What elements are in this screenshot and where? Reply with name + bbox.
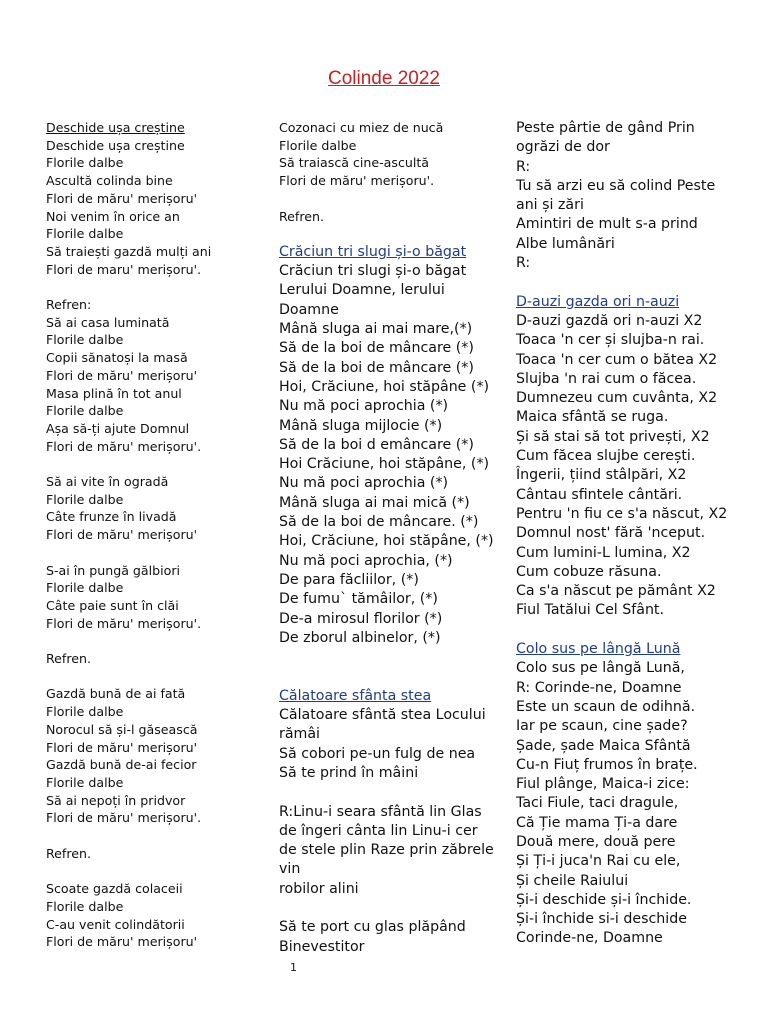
- lyric-line: Că Ție mama Ți-a dare: [516, 814, 678, 831]
- column-left: [46, 119, 261, 951]
- lyric-line: Hoi, Crăciune, hoi stăpâne, (*): [279, 533, 494, 550]
- blank-line: [279, 190, 494, 208]
- lyric-line: Mână sluga ai mai mare,(*): [279, 321, 473, 338]
- lyric-line: Refren.: [279, 208, 325, 224]
- lyric-line: Gazdă bună de-ai fecior: [46, 757, 197, 773]
- lyric-line: Albe lumânări: [516, 235, 615, 252]
- lyric-line: Șade, șade Maica Sfântă: [516, 737, 691, 754]
- lyric-line: Ca s'a născut pe pământ X2: [516, 583, 716, 600]
- blank-line: [46, 632, 261, 650]
- lyric-line: Cum făcea slujbe cerești.: [516, 448, 696, 465]
- lyric-line: De-a mirosul florilor (*): [279, 610, 443, 627]
- lyric-line: robilor alini: [279, 880, 359, 897]
- lyric-line: Fiul plânge, Maica-i zice:: [516, 776, 690, 793]
- lyric-line: Florile dalbe: [46, 491, 124, 507]
- lyric-line: Ascultă colinda bine: [46, 173, 173, 189]
- lyric-line: Doamne: [279, 301, 339, 318]
- lyric-line: Binevestitor: [279, 938, 365, 955]
- lyric-line: Nu mă poci aprochia (*): [279, 398, 449, 415]
- lyric-line: Flori de măru' merișoru'.: [279, 173, 435, 189]
- lyric-line: Să traiască cine-ascultă: [279, 155, 430, 171]
- lyric-line: De zborul albinelor, (*): [279, 629, 441, 646]
- lyric-line: Călatoare sfântă stea Locului: [279, 707, 486, 724]
- lyric-line: D-auzi gazdă ori n-auzi X2: [516, 312, 703, 329]
- lyric-line: Cozonaci cu miez de nucă: [279, 120, 444, 135]
- lyric-line: Să de la boi d emâncare (*): [279, 436, 474, 453]
- lyric-line: Și să stai să tot privești, X2: [516, 428, 710, 445]
- lyric-line: Colo sus pe lângă Lună,: [516, 660, 685, 677]
- lyric-line: Toaca 'n cer și slujba-n rai.: [516, 332, 705, 349]
- lyric-line: Noi venim în orice an: [46, 208, 180, 224]
- lyric-line: Cântau sfintele cântări.: [516, 486, 683, 503]
- lyric-line: Flori de măru' merișoru': [46, 190, 198, 206]
- lyric-line: Să ai nepoți în pridvor: [46, 792, 186, 808]
- lyric-line: Câte paie sunt în clăi: [46, 597, 179, 613]
- page-number: 1: [290, 961, 297, 974]
- lyric-line: Să cobori pe-un fulg de nea: [279, 745, 476, 762]
- blank-line: [279, 225, 494, 243]
- lyric-line: Flori de măru' merișoru'.: [46, 810, 202, 826]
- lyric-line: Și-i închide si-i deschide: [516, 911, 687, 928]
- column-middle: [279, 119, 494, 957]
- lyric-line: Hoi, Crăciune, hoi stăpâne (*): [279, 378, 490, 395]
- lyric-line: Să de la boi de mâncare (*): [279, 359, 474, 376]
- song-heading: Crăciun tri slugi și-o băgat: [279, 243, 467, 260]
- lyric-line: Refren.: [46, 845, 92, 861]
- lyric-line: Să traiești gazdă mulți ani: [46, 243, 212, 259]
- blank-line: [279, 783, 494, 802]
- lyric-line: Refren.: [46, 651, 92, 667]
- lyric-line: Flori de măru' merișoru': [46, 527, 198, 543]
- lyric-line: Nu mă poci aprochia, (*): [279, 552, 453, 569]
- lyric-line: Mână sluga mijlocie (*): [279, 417, 443, 434]
- lyric-line: Toaca 'n cer cum o bătea X2: [516, 351, 718, 368]
- lyric-line: R:: [516, 255, 531, 272]
- lyric-line: Norocul să și-l găsească: [46, 721, 198, 737]
- lyric-line: Crăciun tri slugi și-o băgat: [279, 263, 467, 280]
- lyric-line: de stele plin Raze prin zăbrele: [279, 842, 494, 859]
- lyric-line: Flori de măru' merișoru': [46, 739, 198, 755]
- blank-line: [279, 899, 494, 918]
- lyric-line: Scoate gazdă colaceii: [46, 881, 183, 897]
- lyric-line: Fiul Tatălui Cel Sfânt.: [516, 602, 665, 619]
- blank-line: [46, 827, 261, 845]
- lyric-line: Masa plină în tot anul: [46, 385, 182, 401]
- lyric-line: Pentru 'n fiu ce s'a născut, X2: [516, 505, 728, 522]
- lyric-line: Și cheile Raiului: [516, 872, 629, 889]
- blank-line: [516, 273, 751, 292]
- lyric-line: vin: [279, 861, 301, 878]
- lyric-line: Îngerii, țiind stâlpări, X2: [516, 467, 687, 484]
- lyric-line: Florile dalbe: [46, 332, 124, 348]
- lyric-line: Este un scaun de odihnă.: [516, 698, 696, 715]
- lyric-line: Așa să-ți ajute Domnul: [46, 420, 190, 436]
- lyric-line: rămâi: [279, 726, 320, 743]
- blank-line: [279, 648, 494, 667]
- lyric-line: Gazdă bună de ai fată: [46, 686, 186, 702]
- lyric-line: De fumu` tămâilor, (*): [279, 591, 438, 608]
- lyric-line: R: Corinde-ne, Doamne: [516, 679, 682, 696]
- lyric-line: Flori de măru' merișoru'.: [46, 438, 202, 454]
- lyric-line: Flori de măru' merișoru': [46, 934, 198, 950]
- lyric-line: Și-i deschide și-i închide.: [516, 891, 692, 908]
- lyric-line: Florile dalbe: [279, 137, 357, 153]
- lyric-line: Dumnezeu cum cuvânta, X2: [516, 390, 718, 407]
- lyric-line: Cu-n Fiuț frumos în brațe.: [516, 756, 698, 773]
- song-heading: Colo sus pe lângă Lună: [516, 641, 681, 658]
- song-heading: Deschide ușa creștine: [46, 120, 185, 135]
- lyric-line: Și Ți-i juca'n Rai cu ele,: [516, 853, 681, 870]
- lyric-line: Să de la boi de mâncare. (*): [279, 514, 479, 531]
- lyric-line: S-ai în pungă gălbiori: [46, 562, 180, 578]
- lyric-line: Două mere, două pere: [516, 833, 676, 850]
- lyric-line: Taci Fiule, taci dragule,: [516, 795, 679, 812]
- lyric-line: Florile dalbe: [46, 580, 124, 596]
- lyric-line: Deschide ușa creștine: [46, 137, 185, 153]
- lyric-line: Florile dalbe: [46, 403, 124, 419]
- lyric-line: Florile dalbe: [46, 898, 124, 914]
- lyric-line: Să de la boi de mâncare (*): [279, 340, 474, 357]
- lyric-line: Să ai casa luminată: [46, 314, 170, 330]
- blank-line: [516, 621, 751, 640]
- lyric-line: Cum cobuze răsuna.: [516, 563, 662, 580]
- blank-line: [279, 667, 494, 686]
- lyric-line: Copii sănatoși la masă: [46, 350, 188, 366]
- lyric-line: Florile dalbe: [46, 774, 124, 790]
- column-middle-top: [279, 119, 494, 243]
- lyric-line: Slujba 'n rai cum o făcea.: [516, 370, 697, 387]
- lyric-line: Amintiri de mult s-a prind: [516, 216, 698, 233]
- lyric-line: Lerului Doamne, lerului: [279, 282, 445, 299]
- lyric-line: Flori de măru' merișoru': [46, 367, 198, 383]
- lyric-line: De para făcliilor, (*): [279, 571, 419, 588]
- lyric-line: R:: [516, 158, 531, 175]
- lyric-line: C-au venit colindătorii: [46, 916, 185, 932]
- blank-line: [46, 862, 261, 880]
- lyric-line: Câte frunze în livadă: [46, 509, 177, 525]
- lyric-line: Hoi Crăciune, hoi stăpâne, (*): [279, 456, 490, 473]
- lyric-line: Mână sluga ai mai mică (*): [279, 494, 470, 511]
- blank-line: [46, 455, 261, 473]
- lyric-line: Maica sfântă se ruga.: [516, 409, 669, 426]
- blank-line: [46, 544, 261, 562]
- lyric-line: ogrăzi de dor: [516, 139, 610, 156]
- lyric-line: Florile dalbe: [46, 704, 124, 720]
- song-heading: Călatoare sfânta stea: [279, 687, 432, 704]
- lyric-line: ani și zări: [516, 197, 584, 214]
- document-title: Colinde 2022: [328, 68, 440, 89]
- blank-line: [46, 668, 261, 686]
- blank-line: [46, 278, 261, 296]
- lyric-line: Florile dalbe: [46, 155, 124, 171]
- lyric-line: Cum lumini-L lumina, X2: [516, 544, 691, 561]
- song-heading: D-auzi gazda ori n-auzi: [516, 293, 680, 310]
- lyric-line: R:Linu-i seara sfântă lin Glas: [279, 803, 482, 820]
- lyric-line: Peste pârtie de gând Prin: [516, 120, 695, 136]
- lyric-line: Să ai vite în ogradă: [46, 474, 169, 490]
- lyric-line: Corinde-ne, Doamne: [516, 930, 663, 947]
- lyric-line: Tu să arzi eu să colind Peste: [516, 177, 716, 194]
- column-right: [516, 119, 751, 949]
- lyric-line: Florile dalbe: [46, 226, 124, 242]
- lyric-line: Să te port cu glas plăpând: [279, 919, 466, 936]
- lyric-line: Refren:: [46, 297, 92, 313]
- lyric-line: Domnul nost' fără 'nceput.: [516, 525, 706, 542]
- lyric-line: Flori de maru' merișoru'.: [46, 261, 202, 277]
- lyric-line: Iar pe scaun, cine șade?: [516, 718, 688, 735]
- lyric-line: de îngeri cânta lin Linu-i cer: [279, 822, 478, 839]
- lyric-line: Flori de măru' merișoru'.: [46, 615, 202, 631]
- lyric-line: Să te prind în mâini: [279, 764, 419, 781]
- lyric-line: Nu mă poci aprochia (*): [279, 475, 449, 492]
- column-middle-main: [279, 243, 494, 957]
